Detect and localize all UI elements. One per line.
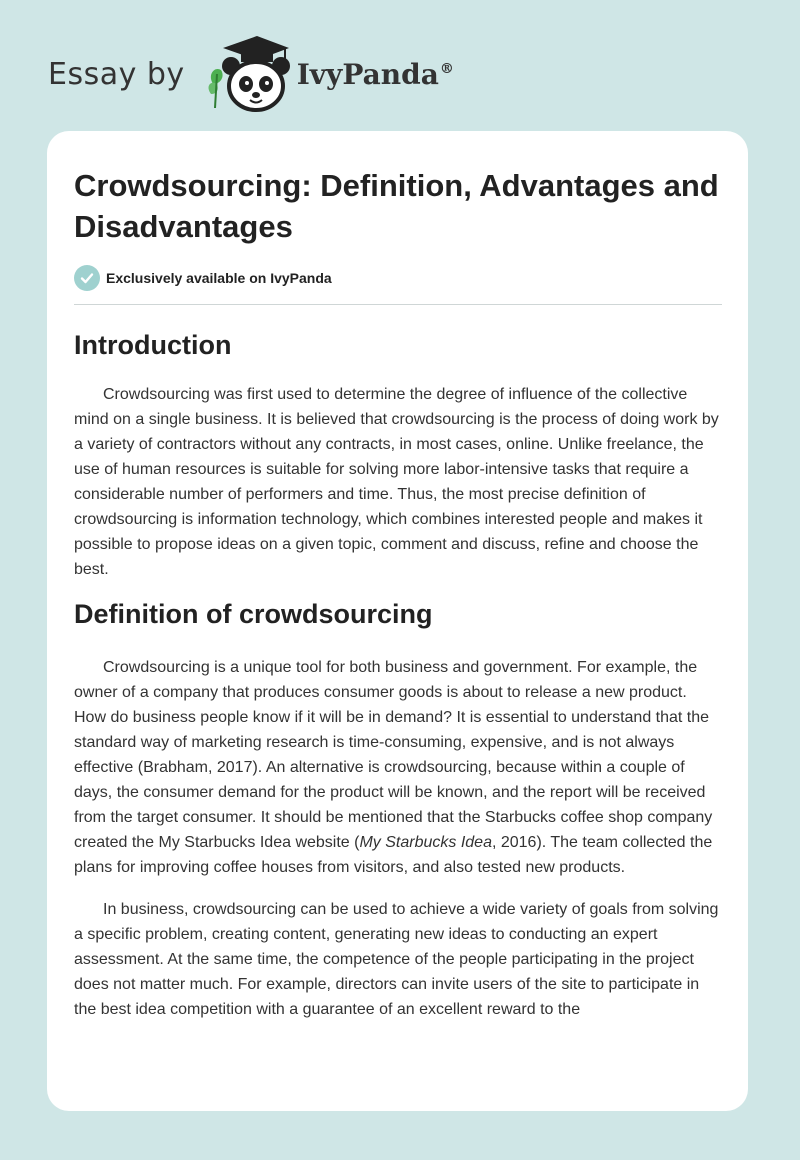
check-circle-icon [74,265,100,291]
site-header [48,34,454,114]
citation-italic: My Starbucks Idea [359,834,492,851]
brand-logo-text: IvyPanda® [296,57,454,91]
paragraph: In business, crowdsourcing can be used to achieve a wide variety of goals from solving a specific problem, creating content, generating new ideas to conducting an expert assessment. At the same time, the competence of the people participating in the project does not matter much. For example, directors can invite users of the site to participate in the best idea competition with a guarantee of an excellent reward to the [74,901,719,1018]
section-heading-introduction: Introduction [74,330,232,360]
divider [74,304,722,305]
essay-title: Crowdsourcing: Definition, Advantages and Disadvantages [74,168,719,244]
section-heading-definition: Definition of crowdsourcing [74,599,433,629]
paragraph: Crowdsourcing was first used to determine the degree of influence of the collective mind on a single business. It is believed that crowdsourcing is the process of doing work by a variety of contractors without any contracts, in most cases, online. Unlike freelance, the use of human resources is suitable for solving more labor-intensive tasks that require a considerable number of performers and time. Thus, the most precise definition of crowdsourcing is information technology, which combines interested people and makes it possible to propose ideas on a given topic, comment and discuss, refine and choose the best. [74,386,719,578]
essay-card [47,131,748,1111]
panda-graduate-icon [201,34,293,114]
essay-by-label: Essay by [48,56,185,92]
paragraph: Crowdsourcing is a unique tool for both business and government. For example, the owner of a company that produces consumer goods is about to release a new product. How do business people know if it will be in demand? It is essential to understand that the standard way of marketing research is time-consuming, expensive, and is not always effective (Brabham, 2017). An alternative is crowdsourcing, because within a couple of days, the consumer demand for the product will be known, and the report will be received from the target consumer. It should be mentioned that the Starbucks coffee shop company created the My Starbucks Idea website (My Starbucks Idea, 2016). The team collected the plans for improving coffee houses from visitors, and also tested new products. [74,659,713,876]
exclusive-badge-text: Exclusively available on IvyPanda [106,270,332,286]
exclusive-badge [74,265,722,291]
